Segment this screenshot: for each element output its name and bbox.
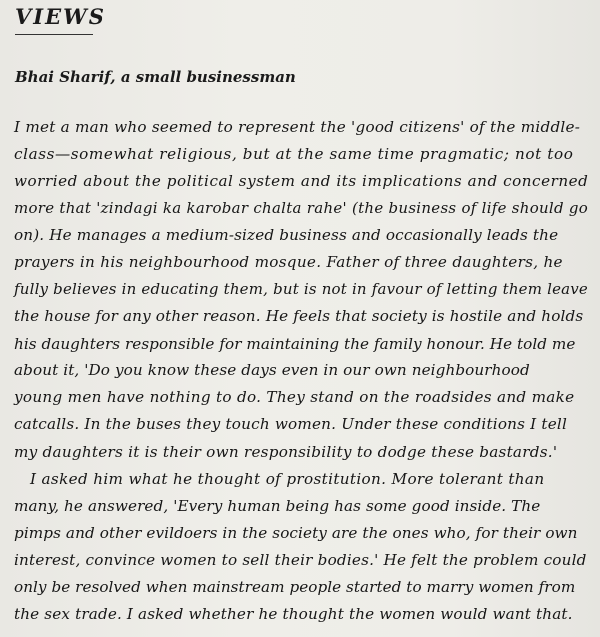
article-subhead: Bhai Sharif, a small businessman xyxy=(15,68,296,86)
body-line: worried about the political system and its implications and concerned xyxy=(14,172,589,190)
body-line: the house for any other reason. He feels that society is hostile and holds xyxy=(14,307,584,325)
body-line: class—somewhat religious, but at the same time pragmatic; not too xyxy=(14,145,574,163)
body-line: catcalls. In the buses they touch women. Under these conditions I tell xyxy=(14,415,568,433)
body-line: on). He manages a medium-sized business and occasionally leads the xyxy=(14,226,559,244)
body-line: young men have nothing to do. They stand on the roadsides and make xyxy=(14,388,575,406)
body-line: many, he answered, 'Every human being has some good inside. The xyxy=(14,497,541,515)
body-line: my daughters it is their own responsibility to dodge these bastards.' xyxy=(14,443,558,461)
body-line: his daughters responsible for maintaining the family honour. He told me xyxy=(14,335,576,353)
body-line: I met a man who seemed to represent the 'good citizens' of the middle- xyxy=(14,118,581,136)
body-line: I asked him what he thought of prostitution. More tolerant than xyxy=(30,470,545,488)
body-line: the sex trade. I asked whether he thought the women would want that. xyxy=(14,605,573,623)
body-line: fully believes in educating them, but is not in favour of letting them leave xyxy=(14,280,589,298)
body-line: pimps and other evildoers in the society are the ones who, for their own xyxy=(14,524,578,542)
body-line: prayers in his neighbourhood mosque. Father of three daughters, he xyxy=(14,253,563,271)
body-line: only be resolved when mainstream people started to marry women from xyxy=(14,578,576,596)
section-header: VIEWS xyxy=(15,4,106,29)
body-line: more that 'zindagi ka karobar chalta rahe' (the business of life should go xyxy=(14,199,589,217)
body-line: interest, convince women to sell their bodies.' He felt the problem could xyxy=(14,551,587,569)
body-line: about it, 'Do you know these days even in our own neighbourhood xyxy=(14,361,530,379)
